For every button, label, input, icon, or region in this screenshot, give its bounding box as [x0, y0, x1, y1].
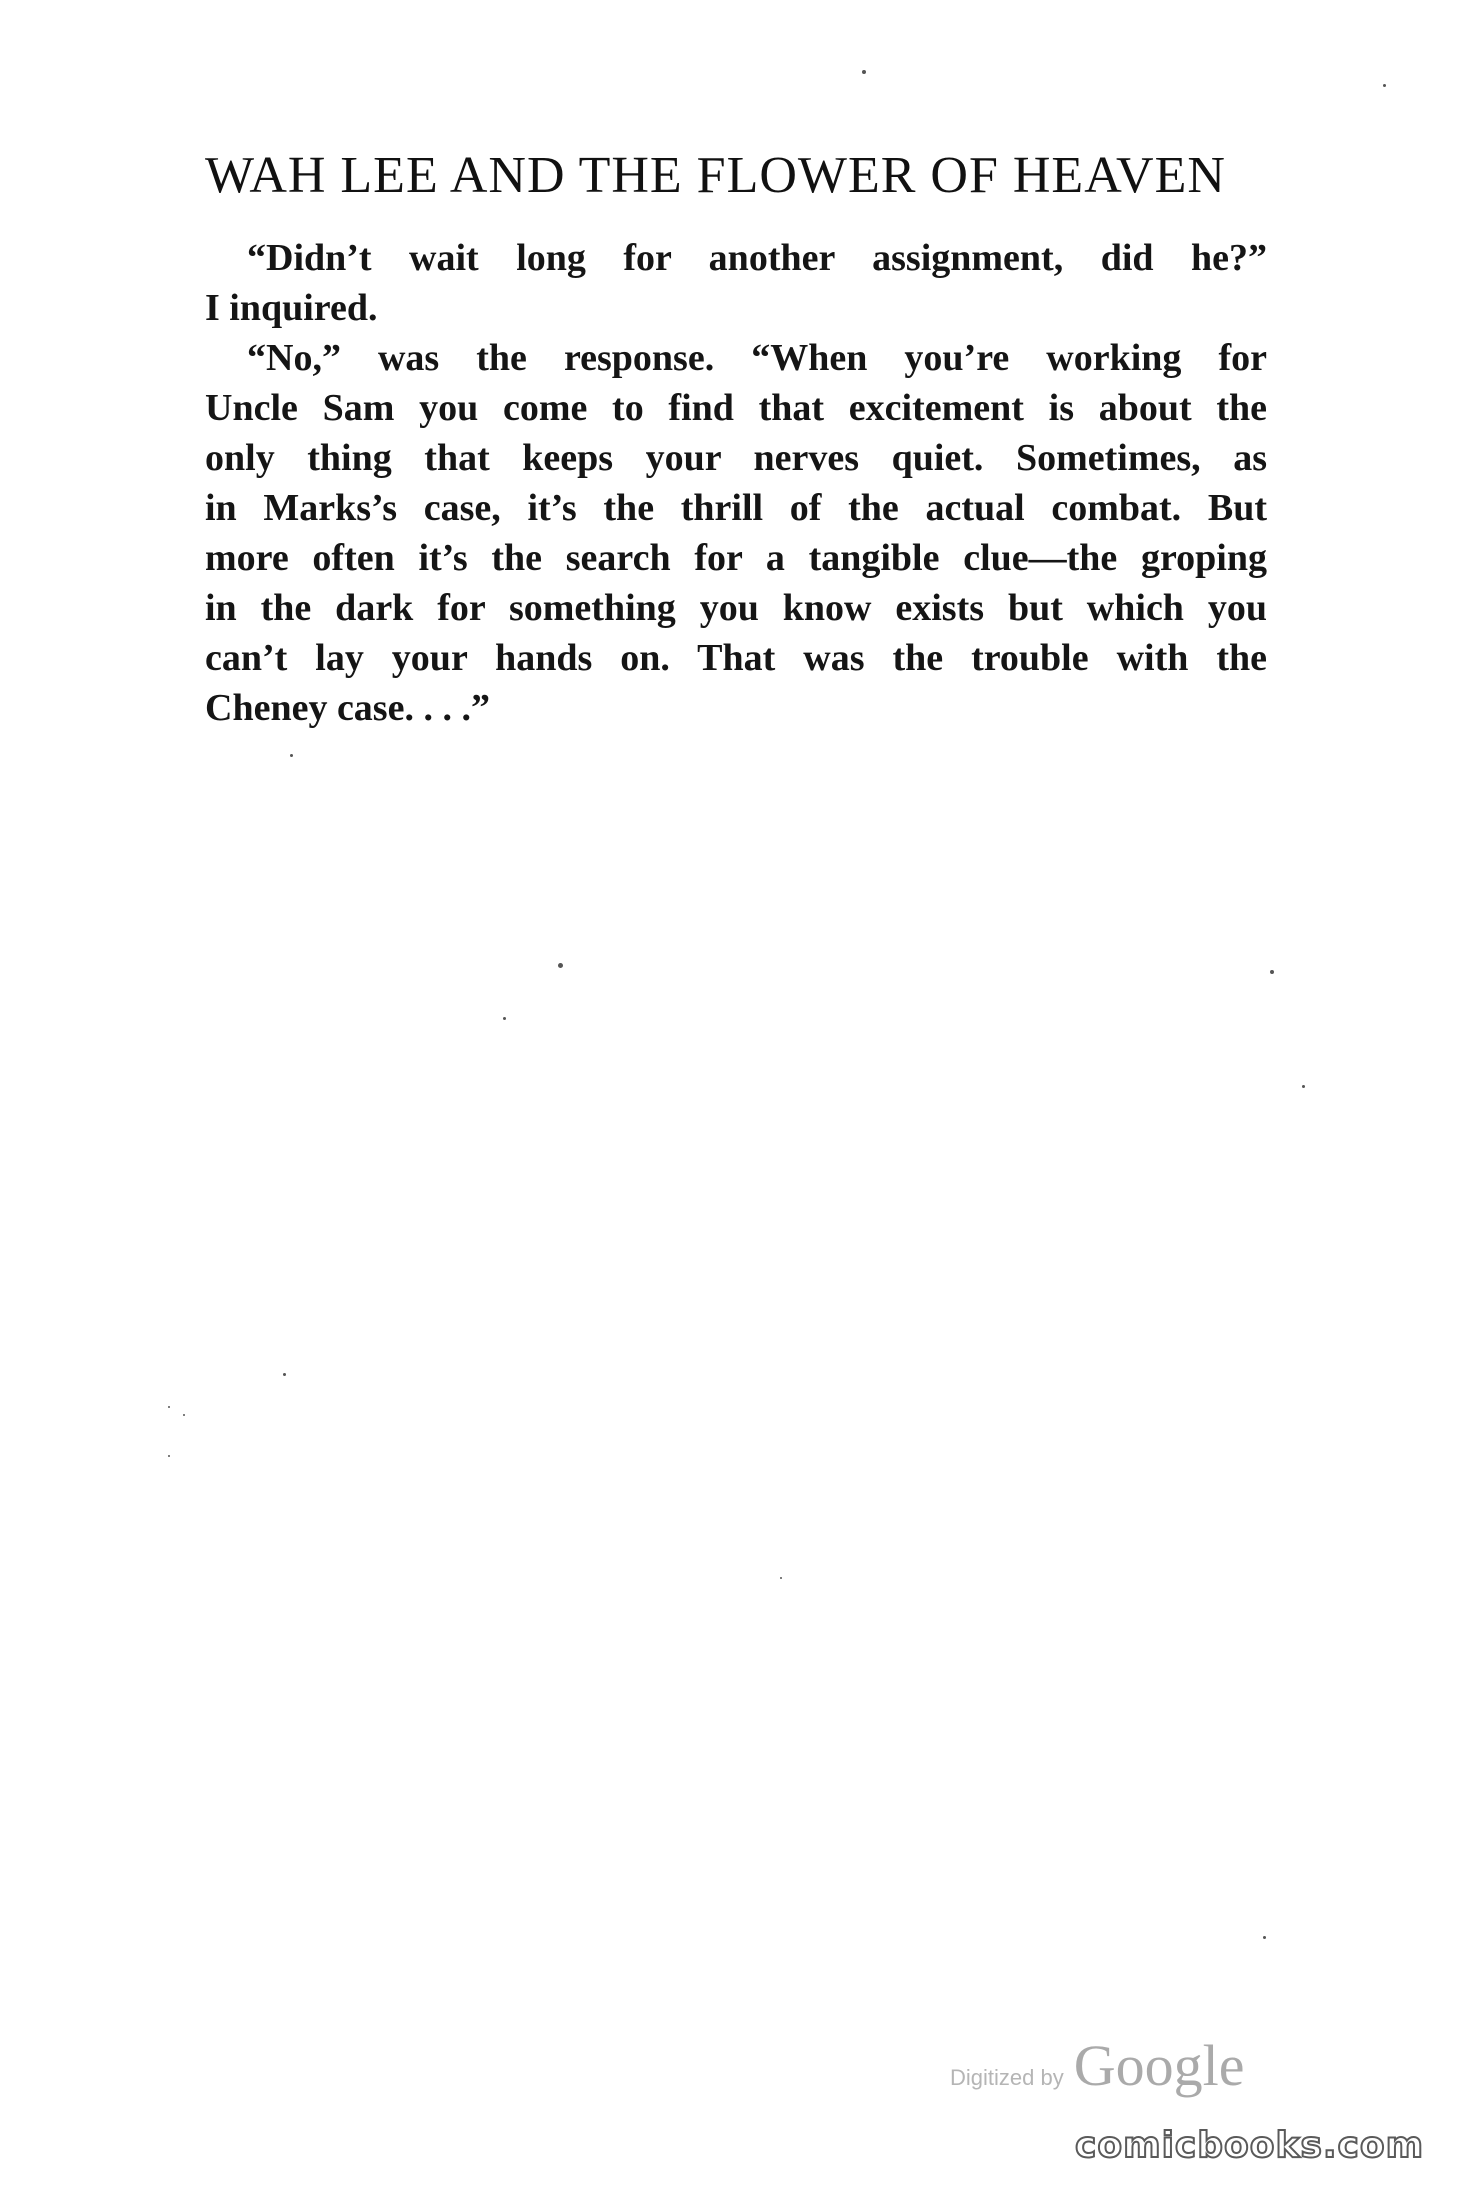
digitized-by-stamp: [950, 2032, 1244, 2099]
scan-speck: [1302, 1085, 1305, 1088]
scan-speck: [168, 1455, 170, 1457]
text-line: I inquired.: [205, 287, 378, 329]
scan-speck: [1263, 1936, 1266, 1939]
scan-speck: [862, 70, 866, 74]
scan-speck: [283, 1373, 286, 1376]
scan-speck: [168, 1406, 170, 1408]
text-line: “No,” was the response. “When you’re working for: [247, 337, 1267, 379]
scan-speck: [1270, 970, 1274, 974]
text-line: in Marks’s case, it’s the thrill of the actual combat. But: [205, 487, 1267, 529]
text-line: “Didn’t wait long for another assignment, did he?”: [247, 237, 1267, 279]
scan-speck: [290, 754, 293, 757]
text-line: only thing that keeps your nerves quiet. Sometimes, as: [205, 437, 1267, 479]
scan-speck: [780, 1577, 782, 1579]
scan-speck: [503, 1017, 506, 1020]
text-line: Cheney case. . . .”: [205, 687, 490, 729]
google-logo: Google: [1073, 2033, 1245, 2098]
text-line: can’t lay your hands on. That was the trouble with the: [205, 637, 1267, 679]
scan-speck: [1383, 84, 1386, 87]
site-watermark: comicbooks.com: [1075, 2125, 1425, 2166]
running-head: WAH LEE AND THE FLOWER OF HEAVEN: [205, 147, 1226, 204]
text-line: Uncle Sam you come to find that excitement is about the: [205, 387, 1267, 429]
text-line: in the dark for something you know exists but which you: [205, 587, 1267, 629]
digitized-prefix: Digitized by: [950, 2065, 1064, 2090]
scan-speck: [558, 963, 563, 968]
text-line: more often it’s the search for a tangible clue—the groping: [205, 537, 1267, 579]
scan-speck: [183, 1414, 185, 1416]
body-text: [205, 233, 1267, 733]
